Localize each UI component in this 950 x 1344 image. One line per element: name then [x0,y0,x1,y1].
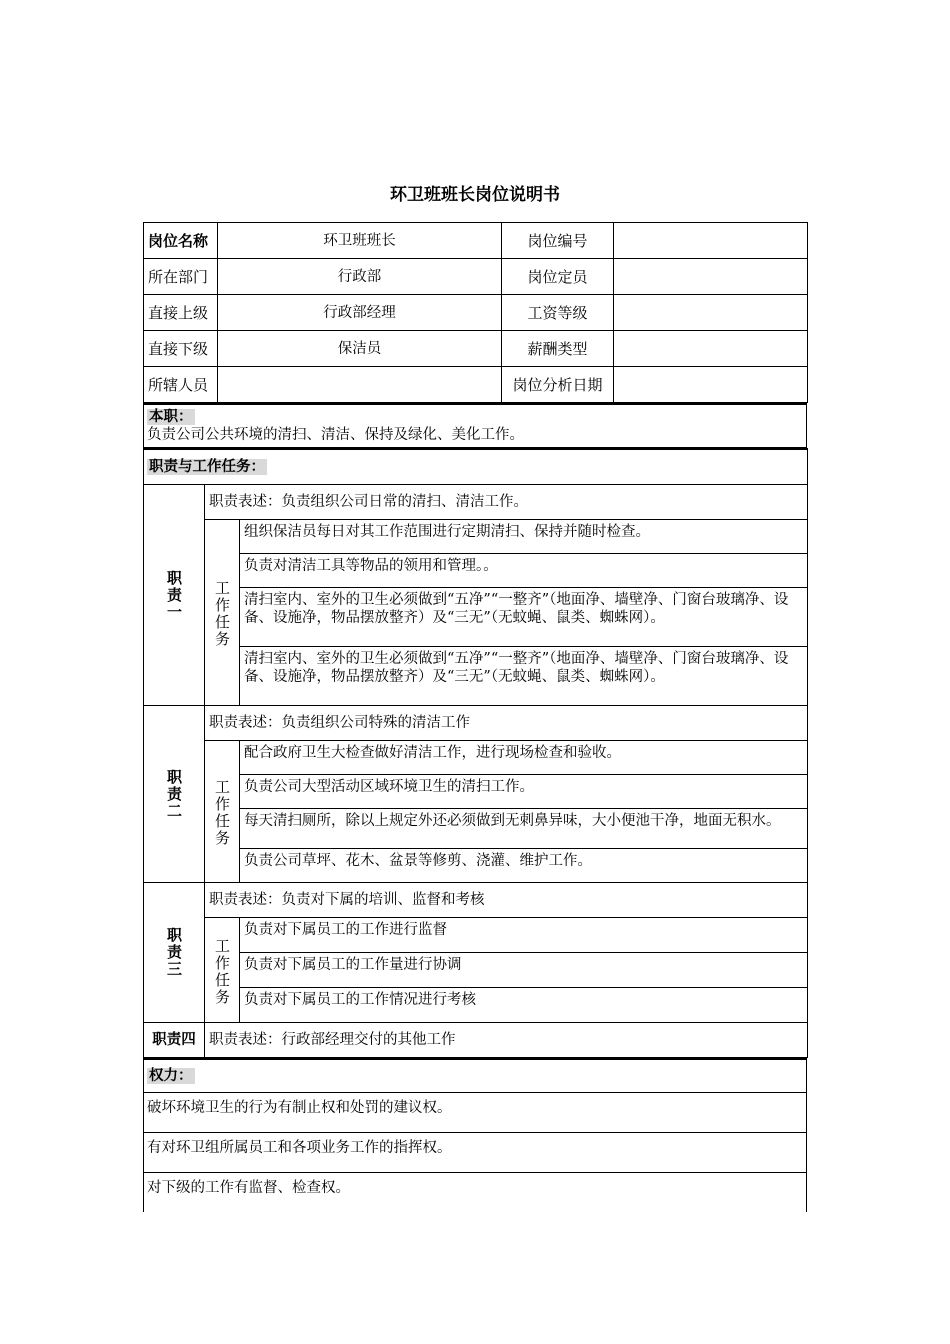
info-value [614,367,808,403]
task-label [205,918,240,1023]
duties-table [143,448,808,1058]
basic-info-table [143,222,808,403]
job-description-form [143,222,807,1212]
task-item: 清扫室内、室外的卫生必须做到“五净”“一整齐”（地面净、墙壁净、门窗台玻璃净、设备、设施净，物品摆放整齐）及“三无”（无蚊蝇、鼠类、蜘蛛网）。 [240,588,808,647]
info-label: 薪酬类型 [502,331,614,367]
benzhi-section [143,403,807,448]
task-item: 配合政府卫生大检查做好清洁工作，进行现场检查和验收。 [240,741,808,775]
power-heading-cell [144,1059,807,1093]
info-row [144,223,808,259]
info-label: 岗位编号 [502,223,614,259]
duty-description: 职责表述：负责对下属的培训、监督和考核 [205,883,808,918]
info-value [614,259,808,295]
benzhi-text: 负责公司公共环境的清扫、清洁、保持及绿化、美化工作。 [147,427,524,443]
task-item: 负责对下属员工的工作量进行协调 [240,953,808,988]
duty-description: 职责表述：行政部经理交付的其他工作 [205,1023,808,1058]
task-item: 负责公司大型活动区域环境卫生的清扫工作。 [240,775,808,809]
info-label: 工资等级 [502,295,614,331]
duty-description: 职责表述：负责组织公司日常的清扫、清洁工作。 [205,485,808,520]
task-item: 清扫室内、室外的卫生必须做到“五净”“一整齐”（地面净、墙壁净、门窗台玻璃净、设备、设施净，物品摆放整齐）及“三无”（无蚊蝇、鼠类、蜘蛛网）。 [240,647,808,706]
info-label: 岗位分析日期 [502,367,614,403]
task-item: 负责公司草坪、花木、盆景等修剪、浇灌、维护工作。 [240,849,808,883]
info-value: 行政部经理 [218,295,502,331]
task-label [205,741,240,883]
info-value [218,367,502,403]
info-value [614,295,808,331]
duty-label-text: 职责三 [165,927,183,978]
info-label: 所在部门 [144,259,218,295]
document-title: 环卫班班长岗位说明书 [390,185,560,205]
duties-heading-cell [144,449,808,485]
task-label [205,520,240,706]
duties-heading: 职责与工作任务： [149,459,265,475]
power-heading: 权力： [149,1068,193,1084]
info-row [144,367,808,403]
task-item: 负责对下属员工的工作进行监督 [240,918,808,953]
task-label-text: 工作任务 [213,580,231,648]
info-row [144,295,808,331]
task-item: 每天清扫厕所，除以上规定外还必须做到无刺鼻异味，大小便池干净，地面无积水。 [240,809,808,849]
duty-label: 职责四 [144,1023,205,1058]
info-row [144,331,808,367]
power-section [143,1058,807,1212]
info-label: 直接下级 [144,331,218,367]
duty-label [144,706,205,883]
power-item: 对下级的工作有监督、检查权。 [144,1173,807,1213]
info-label: 岗位定员 [502,259,614,295]
info-label: 所辖人员 [144,367,218,403]
info-value: 环卫班班长 [218,223,502,259]
task-item: 负责对下属员工的工作情况进行考核 [240,988,808,1023]
duty-label-text: 职责一 [165,569,183,621]
task-item: 组织保洁员每日对其工作范围进行定期清扫、保持并随时检查。 [240,520,808,554]
task-item: 负责对清洁工具等物品的领用和管理。。 [240,554,808,588]
power-item: 破坏环境卫生的行为有制止权和处罚的建议权。 [144,1093,807,1133]
duty-label [144,485,205,706]
info-value: 保洁员 [218,331,502,367]
benzhi-cell [144,404,807,448]
benzhi-heading: 本职： [149,409,193,425]
info-label: 直接上级 [144,295,218,331]
info-row [144,259,808,295]
info-value [614,331,808,367]
duty-label-text: 职责二 [165,768,183,820]
task-label-text: 工作任务 [213,779,231,847]
info-value: 行政部 [218,259,502,295]
task-label-text: 工作任务 [213,937,231,1006]
duty-label [144,883,205,1023]
info-value [614,223,808,259]
duty-description: 职责表述：负责组织公司特殊的清洁工作 [205,706,808,741]
info-label: 岗位名称 [144,223,218,259]
power-item: 有对环卫组所属员工和各项业务工作的指挥权。 [144,1133,807,1173]
